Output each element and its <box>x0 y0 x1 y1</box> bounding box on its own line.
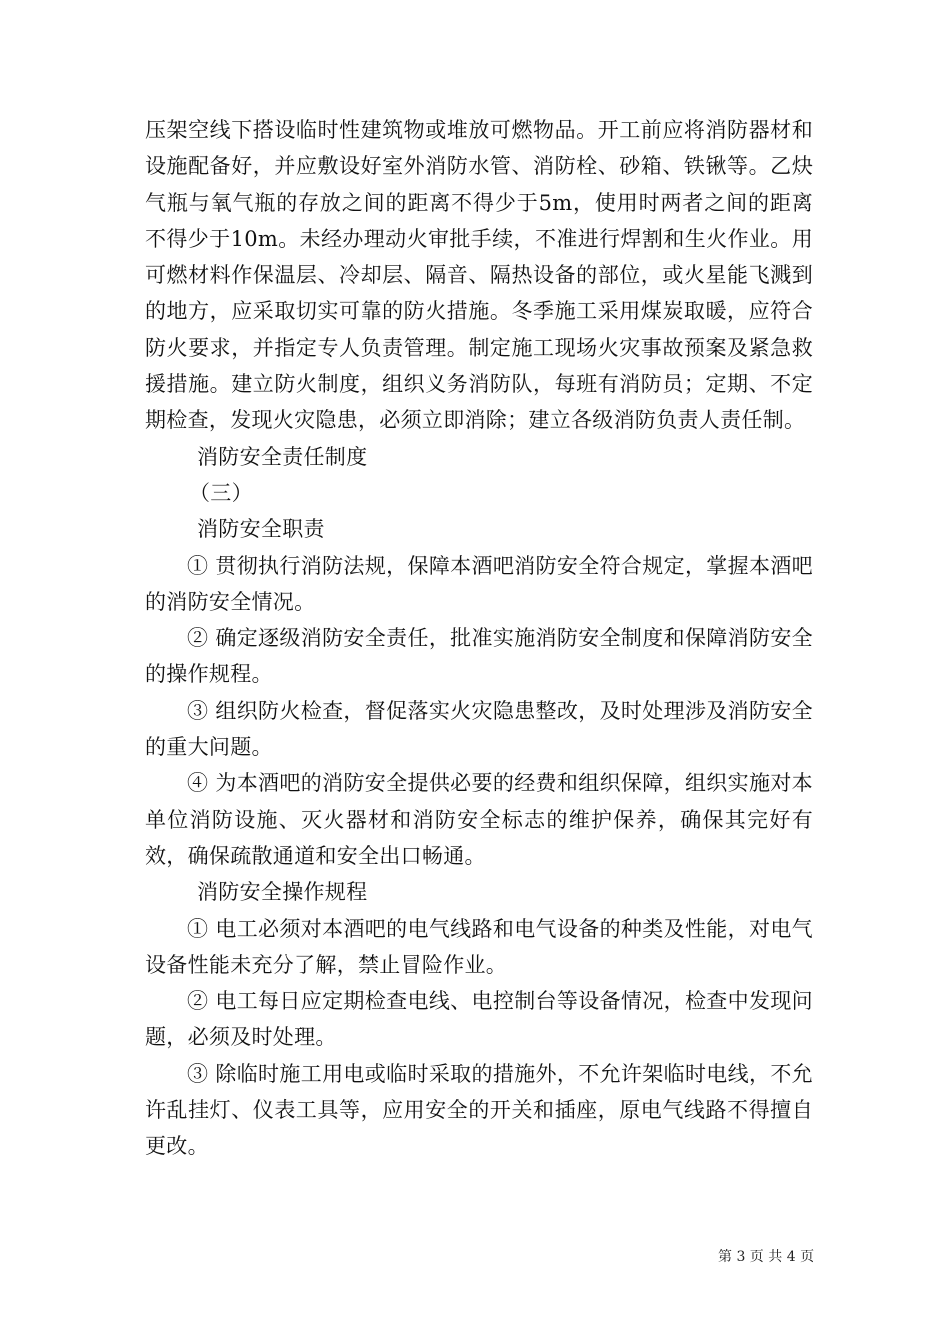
rule-item-1: ① 电工必须对本酒吧的电气线路和电气设备的种类及性能，对电气设备性能未充分了解，禁止冒险作业。 <box>145 916 813 977</box>
page-number-footer: 第 3 页 共 4 页 <box>718 1249 815 1265</box>
section-number: （三） <box>189 480 253 505</box>
heading-fire-operating-rules: 消防安全操作规程 <box>197 880 368 905</box>
duty-item-3: ③ 组织防火检查，督促落实火灾隐患整改，及时处理涉及消防安全的重大问题。 <box>145 698 813 760</box>
rule-item-3: ③ 除临时施工用电或临时采取的措施外，不允许架临时电线，不允许乱挂灯、仪表工具等，应用安全的开关和插座，原电气线路不得擅自更改。 <box>145 1061 813 1159</box>
paragraph-fire-measures: 压架空线下搭设临时性建筑物或堆放可燃物品。开工前应将消防器材和设施配备好，并应敷设好室外消防水管、消防栓、砂箱、铁锹等。乙炔气瓶与氧气瓶的存放之间的距离不得少于5m，使用时两者之间的距离不得少于10m。未经办理动火审批手续，不准进行焊割和生火作业。用可燃材料作保温层、冷却层、隔音、隔热设备的部位，或火星能飞溅到的地方，应采取切实可靠的防火措施。冬季施工采用煤炭取暖，应符合防火要求，并指定专人负责管理。制定施工现场火灾事故预案及紧急救援措施。建立防火制度，组织义务消防队，每班有消防员；定期、不定期检查，发现火灾隐患，必须立即消除；建立各级消防负责人责任制。 <box>145 118 813 433</box>
duty-item-4: ④ 为本酒吧的消防安全提供必要的经费和组织保障，组织实施对本单位消防设施、灭火器材和消防安全标志的维护保养，确保其完好有效，确保疏散通道和安全出口畅通。 <box>145 771 813 868</box>
document-body <box>145 112 813 1165</box>
heading-fire-responsibility-system: 消防安全责任制度 <box>197 444 368 469</box>
heading-fire-duties: 消防安全职责 <box>197 517 325 542</box>
duty-item-1: ① 贯彻执行消防法规，保障本酒吧消防安全符合规定，掌握本酒吧的消防安全情况。 <box>145 553 813 614</box>
rule-item-2: ② 电工每日应定期检查电线、电控制台等设备情况，检查中发现问题，必须及时处理。 <box>145 989 813 1050</box>
duty-item-2: ② 确定逐级消防安全责任，批准实施消防安全制度和保障消防安全的操作规程。 <box>145 626 813 687</box>
